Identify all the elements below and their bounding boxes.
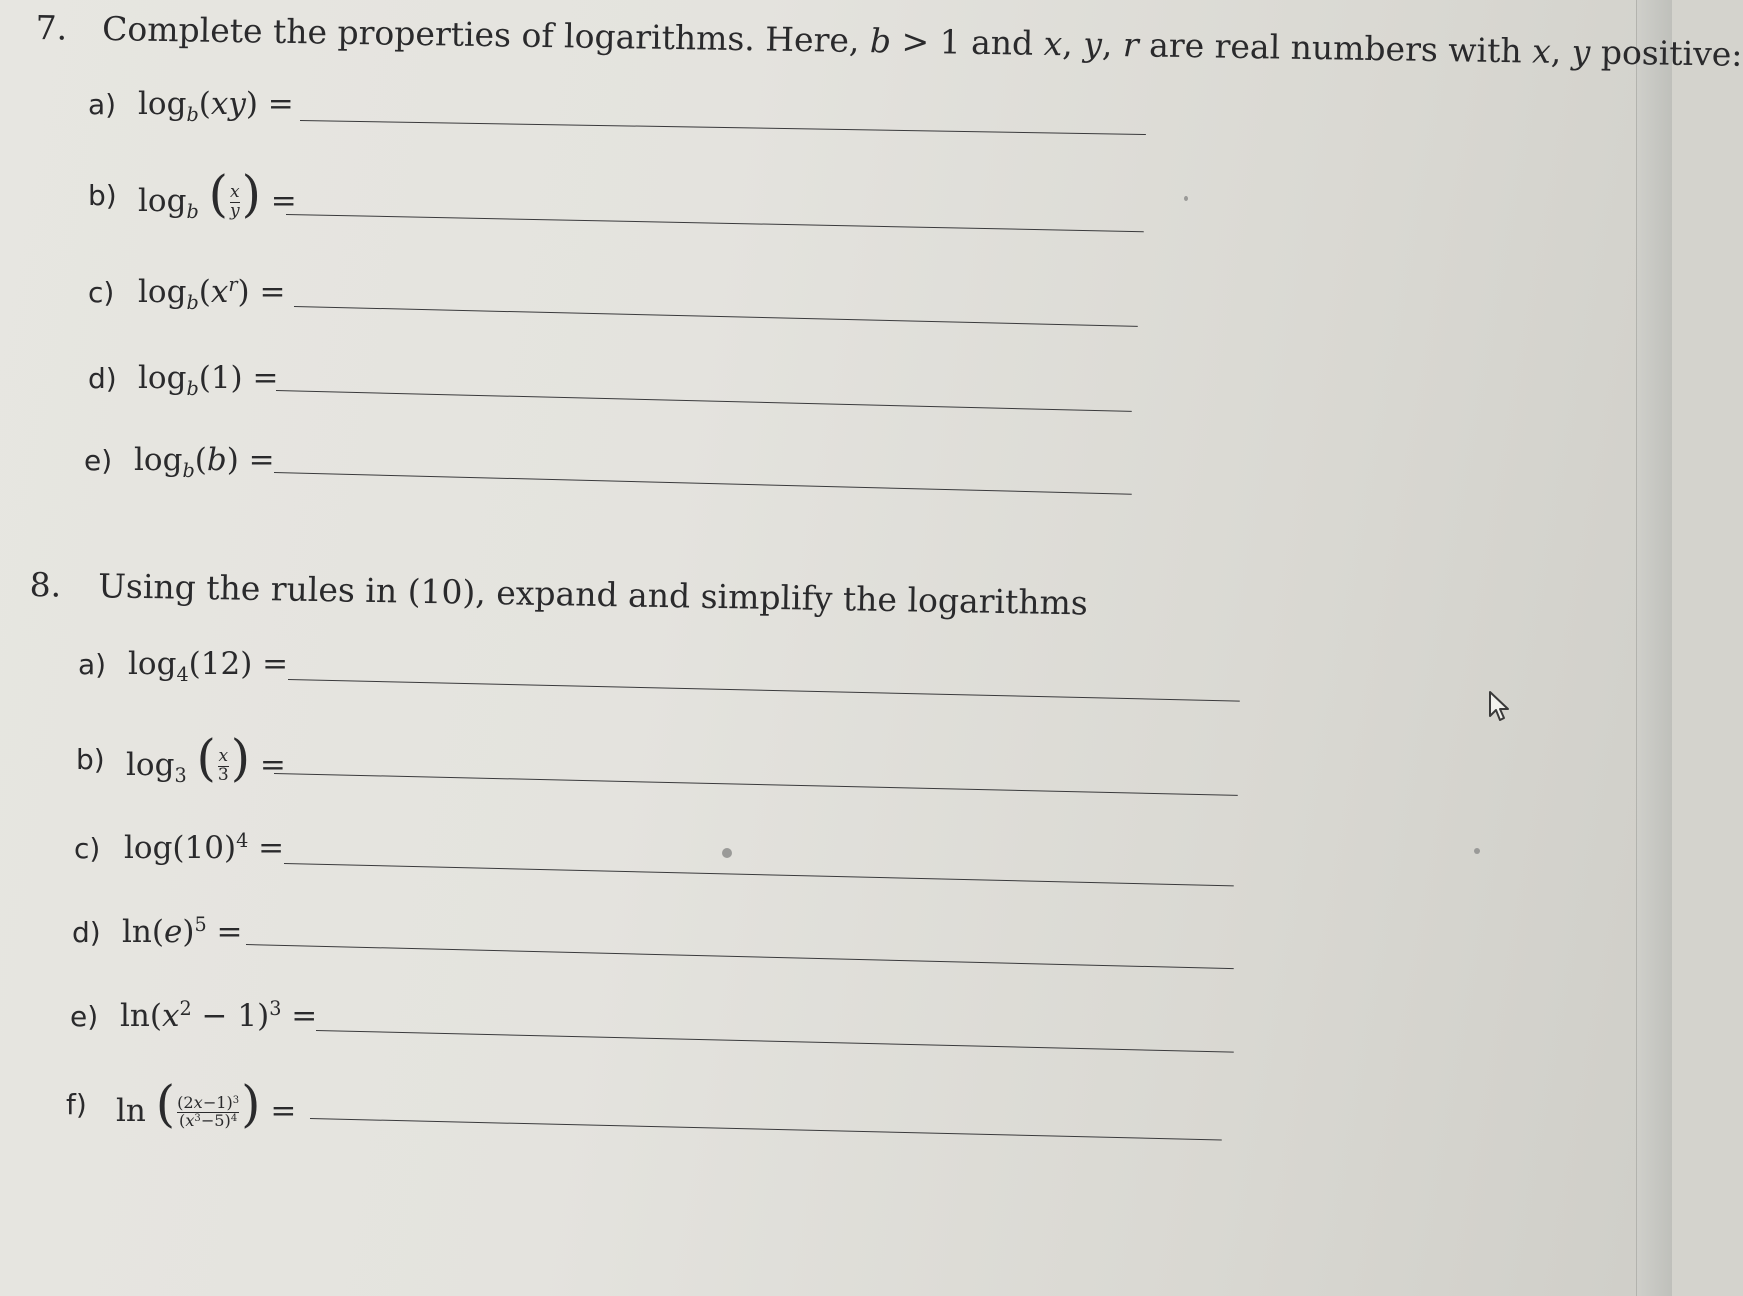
q7-item-d-label: d) (88, 361, 117, 395)
q7-item-a (88, 86, 294, 126)
q8-item-f-label: f) (66, 1088, 87, 1122)
q8-item-e-label: e) (70, 999, 99, 1033)
q8-item-c (74, 830, 284, 866)
question-7-number: 7. (35, 8, 68, 48)
paper-speck (722, 848, 732, 858)
q8-item-c-label: c) (74, 831, 101, 865)
q7-item-d (88, 360, 279, 400)
q7-item-b-expr: $\log_b$ ( $\frac{x}{y}$ ) = (138, 165, 297, 223)
q7-item-a-label: a) (88, 87, 117, 121)
q8-item-e-expr: $\ln(x^2 - 1)^3$ = (120, 997, 318, 1034)
q7-item-e-label: e) (84, 443, 113, 477)
q7-item-a-expr: $\log_b(xy)$ = (138, 86, 294, 126)
q8-item-d-label: d) (72, 915, 101, 949)
paper-speck (1474, 848, 1480, 854)
q7-item-c (88, 273, 286, 314)
q8-item-f-expr: ln ( $\frac{(2x-1)^3}{(x^3-5)^4}$ ) = (116, 1075, 297, 1133)
q8-item-a-expr: $\log_4(12)$ = (128, 646, 289, 686)
q8-item-d-expr: $\ln(e)^5$ = (122, 913, 243, 950)
q7-item-c-label: c) (88, 275, 115, 309)
q7-item-c-expr: $\log_b(x^r)$ = (138, 273, 286, 314)
q8-item-b (76, 729, 286, 787)
page-edge (1636, 0, 1672, 1296)
q7-item-d-expr: $\log_b(1)$ = (138, 360, 279, 400)
q8-item-a (78, 646, 289, 686)
q8-item-c-expr: $\log(10)^4$ = (124, 829, 285, 866)
q8-item-e (70, 998, 317, 1034)
question-8-text: Using the rules in (10), expand and simplify the logarithms (97, 566, 1089, 623)
mouse-pointer-icon (1488, 690, 1514, 728)
q8-item-a-label: a) (78, 647, 107, 681)
q7-item-e-expr: $\log_b(b)$ = (134, 442, 275, 482)
q8-item-d (72, 914, 243, 950)
q7-item-b (88, 165, 297, 223)
q7-item-e (84, 442, 275, 482)
q8-item-b-expr: $\log_3$ ( $\frac{x}{3}$ ) = (126, 729, 286, 787)
question-7-text-rendered: Complete the properties of logarithms. Here, b > 1 and x, y, r are real numbers with x, y positive: (101, 9, 1743, 74)
question-8-number: 8. (29, 565, 62, 605)
q8-item-f (66, 1075, 297, 1133)
paper-speck (1184, 196, 1188, 201)
q8-item-b-label: b) (76, 742, 105, 776)
q7-item-b-label: b) (88, 178, 117, 212)
